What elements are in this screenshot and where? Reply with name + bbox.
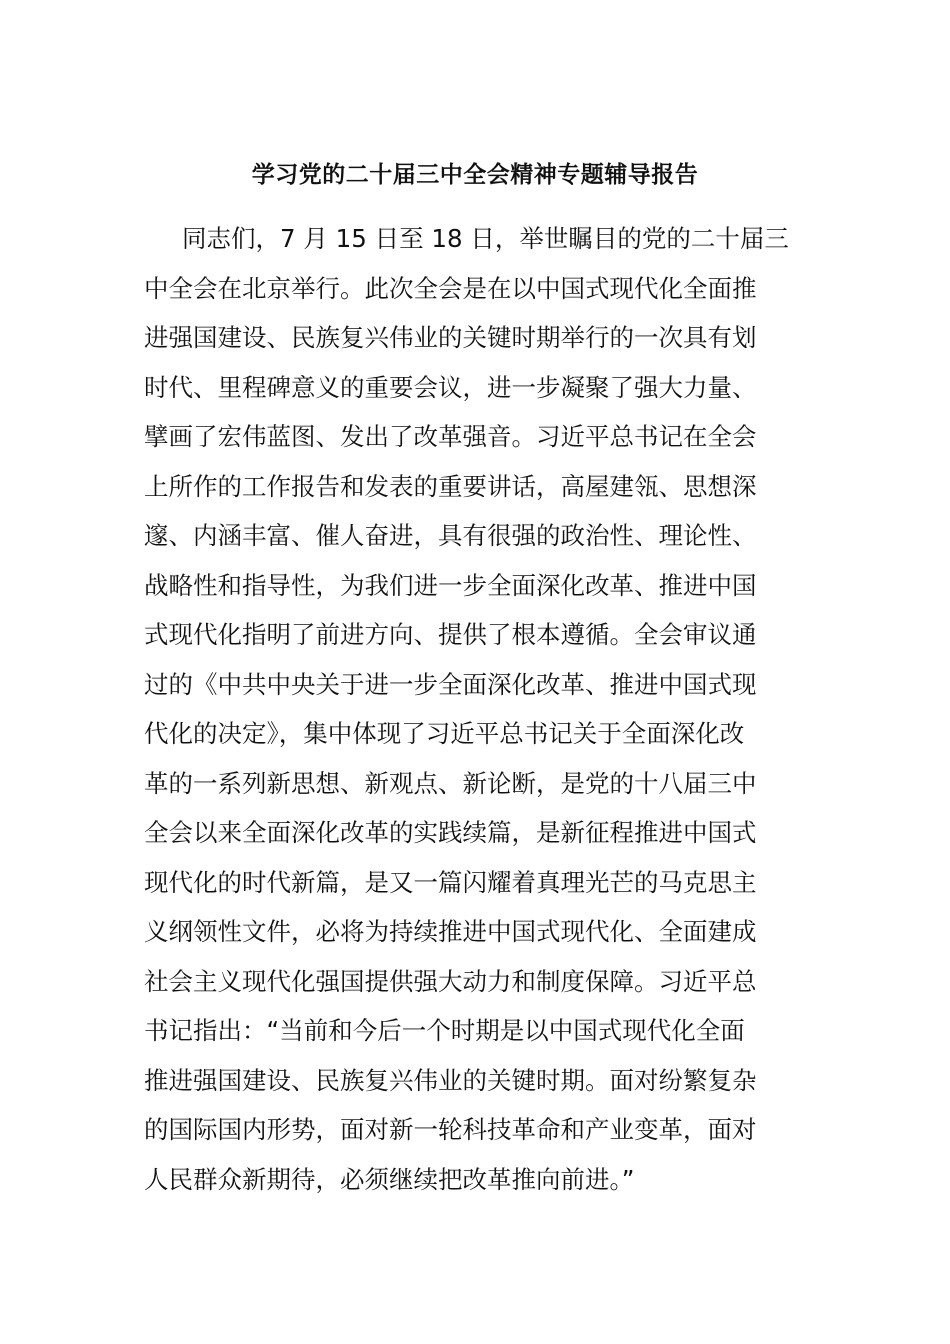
- paragraph-line: 的国际国内形势，面对新一轮科技革命和产业变革，面对: [144, 1115, 757, 1144]
- paragraph-line: 全会以来全面深化改革的实践续篇，是新征程推进中国式: [144, 818, 757, 847]
- paragraph-line: 现代化的时代新篇，是又一篇闪耀着真理光芒的马克思主: [144, 867, 757, 897]
- paragraph-line: 战略性和指导性，为我们进一步全面深化改革、推进中国: [144, 570, 757, 600]
- paragraph-line: 中全会在北京举行。此次全会是在以中国式现代化全面推: [144, 273, 757, 303]
- paragraph-line: 式现代化指明了前进方向、提供了根本遵循。全会审议通: [144, 620, 757, 649]
- document-title: 学习党的二十届三中全会精神专题辅导报告: [251, 162, 699, 188]
- paragraph-line: 推进强国建设、民族复兴伟业的关键时期。面对纷繁复杂: [144, 1065, 757, 1095]
- paragraph-line: 义纲领性文件，必将为持续推进中国式现代化、全面建成: [144, 917, 757, 946]
- paragraph-line: 擘画了宏伟蓝图、发出了改革强音。习近平总书记在全会: [144, 422, 757, 451]
- paragraph-line: 代化的决定》，集中体现了习近平总书记关于全面深化改: [144, 719, 745, 748]
- paragraph-line: 同志们，7 月 15 日至 18 日，举世瞩目的党的二十届三: [182, 224, 789, 253]
- paragraph-line: 进强国建设、民族复兴伟业的关键时期举行的一次具有划: [144, 323, 757, 352]
- paragraph-line: 邃、内涵丰富、催人奋进，具有很强的政治性、理论性、: [144, 521, 757, 550]
- paragraph-line: 人民群众新期待，必须继续把改革推向前进。”: [144, 1164, 635, 1194]
- body-paragraph: [144, 214, 812, 1204]
- paragraph-line: 时代、里程碑意义的重要会议，进一步凝聚了强大力量、: [144, 372, 757, 402]
- paragraph-line: 过的《中共中央关于进一步全面深化改革、推进中国式现: [144, 669, 757, 699]
- paragraph-line: 上所作的工作报告和发表的重要讲话，高屋建瓴、思想深: [144, 471, 757, 501]
- paragraph-line: 革的一系列新思想、新观点、新论断，是党的十八届三中: [144, 768, 757, 798]
- paragraph-line: 书记指出：“当前和今后一个时期是以中国式现代化全面: [144, 1016, 745, 1045]
- paragraph-line: 社会主义现代化强国提供强大动力和制度保障。习近平总: [144, 966, 757, 996]
